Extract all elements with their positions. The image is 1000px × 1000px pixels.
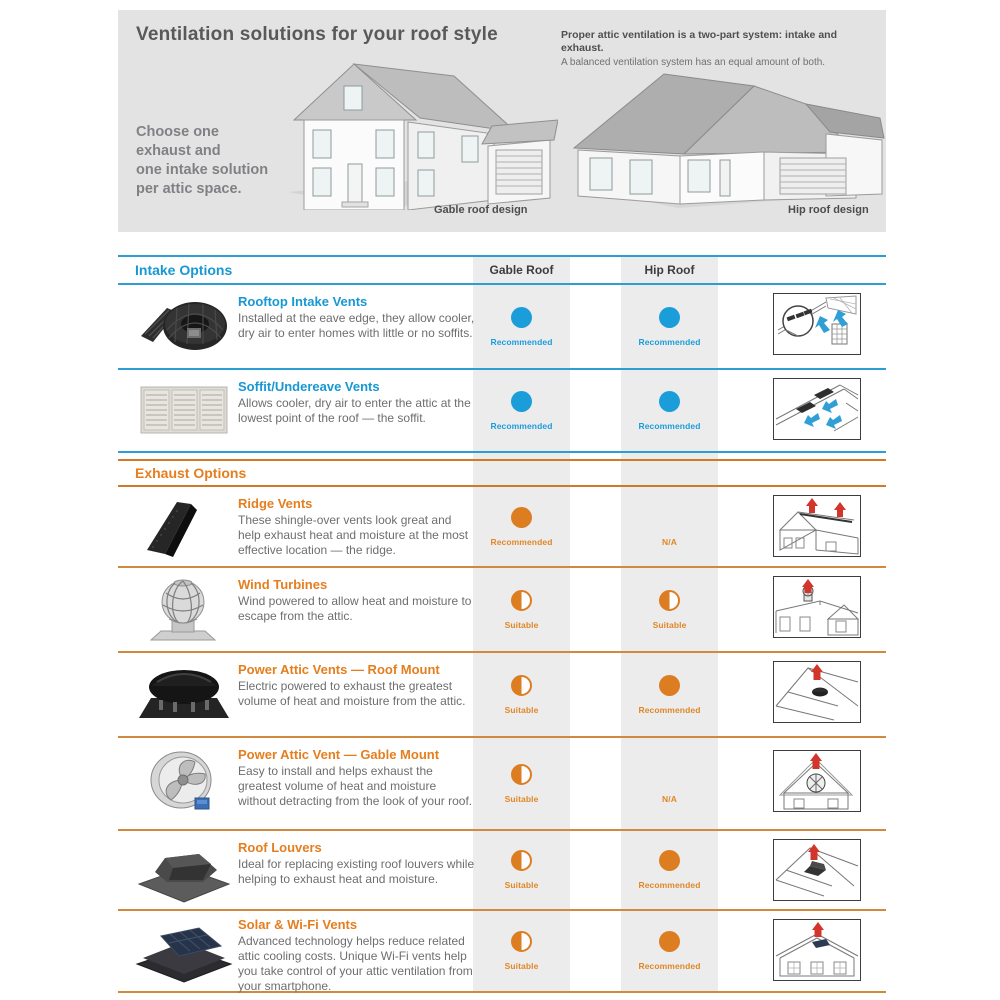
status-dot bbox=[511, 764, 532, 785]
status-dot bbox=[659, 307, 680, 328]
table-row-power-attic-vents-roof-mount bbox=[118, 653, 886, 738]
product-text bbox=[238, 577, 476, 624]
gable-house-illustration bbox=[258, 52, 558, 210]
gable-house-caption: Gable roof design bbox=[434, 204, 528, 216]
product-description: Advanced technology helps reduce related attic cooling costs. Unique Wi-Fi vents help you take control of your attic ventilation from your smartphone. bbox=[238, 934, 473, 993]
status-label: Suitable bbox=[504, 619, 539, 630]
hip-status-cell bbox=[621, 370, 718, 451]
product-description: These shingle-over vents look great and help exhaust heat and moisture at the most effective location — the ridge. bbox=[238, 513, 469, 557]
status-label: Suitable bbox=[504, 961, 539, 971]
column-header-hip-roof: Hip Roof bbox=[644, 263, 695, 277]
header-note-regular: A balanced ventilation system has an equal amount of both. bbox=[561, 57, 826, 68]
roof-mount-power-vent-product-image bbox=[133, 660, 235, 726]
status-label: Recommended bbox=[638, 880, 701, 890]
header-note-bold: Proper attic ventilation is a two-part system: intake and exhaust. bbox=[561, 29, 837, 54]
solar-vent-product-image bbox=[133, 918, 235, 984]
status-label: Recommended bbox=[490, 536, 553, 547]
hip-status-cell bbox=[621, 568, 718, 651]
product-description: Electric powered to exhaust the greatest volume of heat and moisture from the attic. bbox=[238, 679, 466, 708]
status-dot bbox=[511, 931, 532, 952]
header-panel bbox=[118, 10, 886, 232]
ridge-vent-exhaust-illustration bbox=[773, 495, 861, 557]
choose-instruction: Choose one exhaust and one intake solution per attic space. bbox=[136, 124, 269, 197]
intake-section-title: Intake Options bbox=[135, 262, 233, 278]
product-title: Solar & Wi-Fi Vents bbox=[238, 917, 358, 932]
table-row-rooftop-intake-vents bbox=[118, 285, 886, 370]
status-label: Recommended bbox=[638, 704, 701, 715]
status-label: N/A bbox=[662, 536, 677, 547]
table-row-solar-wifi-vents bbox=[118, 911, 886, 993]
product-text bbox=[238, 917, 476, 994]
gable-status-cell bbox=[473, 487, 570, 566]
product-title: Roof Louvers bbox=[238, 840, 322, 855]
table-row-ridge-vents bbox=[118, 487, 886, 568]
soffit-vent-product-image bbox=[133, 377, 235, 443]
product-description: Installed at the eave edge, they allow cooler, dry air to enter homes with little or no soffits. bbox=[238, 311, 475, 340]
product-description: Ideal for replacing existing roof louvers while helping to exhaust heat and moisture. bbox=[238, 857, 475, 886]
hip-status-cell bbox=[621, 911, 718, 991]
product-text bbox=[238, 379, 476, 426]
status-dot bbox=[511, 675, 532, 696]
roof-louver-exhaust-illustration bbox=[773, 839, 861, 901]
hip-status-cell bbox=[621, 653, 718, 736]
gable-status-cell bbox=[473, 568, 570, 651]
status-label: Recommended bbox=[490, 336, 553, 347]
gable-status-cell bbox=[473, 911, 570, 991]
status-label: Suitable bbox=[504, 704, 539, 715]
solar-vent-exhaust-illustration bbox=[773, 919, 861, 981]
status-label: Suitable bbox=[652, 619, 687, 630]
status-label: Recommended bbox=[638, 420, 701, 431]
status-dot bbox=[511, 850, 532, 871]
product-description: Allows cooler, dry air to enter the attic at the lowest point of the roof — the soffit. bbox=[238, 396, 471, 425]
product-text bbox=[238, 747, 476, 809]
hip-status-cell bbox=[621, 738, 718, 829]
table-row-roof-louvers bbox=[118, 831, 886, 911]
hip-status-cell bbox=[621, 831, 718, 909]
status-dot bbox=[511, 391, 532, 412]
status-dot bbox=[659, 675, 680, 696]
intake-section-header bbox=[118, 255, 886, 285]
gable-mount-vent-exhaust-illustration bbox=[773, 750, 861, 812]
status-label: Recommended bbox=[638, 961, 701, 971]
hip-status-cell bbox=[621, 285, 718, 368]
wind-turbine-product-image bbox=[133, 575, 235, 641]
hip-status-cell bbox=[621, 487, 718, 566]
status-dot bbox=[511, 590, 532, 611]
status-label: Suitable bbox=[504, 880, 539, 890]
status-label: Recommended bbox=[638, 336, 701, 347]
ridge-vent-product-image bbox=[133, 494, 235, 560]
exhaust-section-header bbox=[118, 459, 886, 487]
gable-status-cell bbox=[473, 653, 570, 736]
product-description: Easy to install and helps exhaust the greatest volume of heat and moisture without detracting from the look of your roof. bbox=[238, 764, 473, 808]
gable-status-cell bbox=[473, 370, 570, 451]
gable-mount-power-vent-product-image bbox=[133, 748, 235, 814]
hip-house-illustration bbox=[568, 60, 886, 210]
product-text bbox=[238, 662, 476, 709]
gable-status-cell bbox=[473, 285, 570, 368]
product-title: Soffit/Undereave Vents bbox=[238, 379, 380, 394]
product-text bbox=[238, 496, 476, 558]
status-dot bbox=[659, 590, 680, 611]
eave-intake-airflow-illustration bbox=[773, 293, 861, 355]
product-text bbox=[238, 840, 476, 887]
rooftop-intake-vent-product-image bbox=[133, 292, 235, 358]
product-title: Rooftop Intake Vents bbox=[238, 294, 368, 309]
hip-house-caption: Hip roof design bbox=[788, 204, 869, 216]
table-row-power-attic-vent-gable-mount bbox=[118, 738, 886, 831]
column-header-gable-roof: Gable Roof bbox=[489, 263, 554, 277]
status-label: Suitable bbox=[504, 793, 539, 804]
product-title: Ridge Vents bbox=[238, 496, 313, 511]
roof-mount-vent-exhaust-illustration bbox=[773, 661, 861, 723]
wind-turbine-exhaust-illustration bbox=[773, 576, 861, 638]
comparison-table bbox=[118, 255, 886, 995]
status-dot bbox=[659, 391, 680, 412]
status-label: N/A bbox=[662, 793, 677, 804]
product-text bbox=[238, 294, 476, 341]
status-dot bbox=[511, 507, 532, 528]
table-row-wind-turbines bbox=[118, 568, 886, 653]
status-dot bbox=[511, 307, 532, 328]
exhaust-section-title: Exhaust Options bbox=[135, 465, 247, 481]
table-row-soffit-undereave-vents bbox=[118, 370, 886, 453]
status-dot bbox=[659, 850, 680, 871]
product-description: Wind powered to allow heat and moisture to escape from the attic. bbox=[238, 594, 472, 623]
status-label: Recommended bbox=[490, 420, 553, 431]
soffit-intake-airflow-illustration bbox=[773, 378, 861, 440]
roof-louver-product-image bbox=[133, 838, 235, 904]
page-title: Ventilation solutions for your roof style bbox=[136, 24, 498, 45]
gable-status-cell bbox=[473, 831, 570, 909]
product-title: Power Attic Vents — Roof Mount bbox=[238, 662, 440, 677]
status-dot bbox=[659, 931, 680, 952]
product-title: Wind Turbines bbox=[238, 577, 328, 592]
product-title: Power Attic Vent — Gable Mount bbox=[238, 747, 440, 762]
gable-status-cell bbox=[473, 738, 570, 829]
